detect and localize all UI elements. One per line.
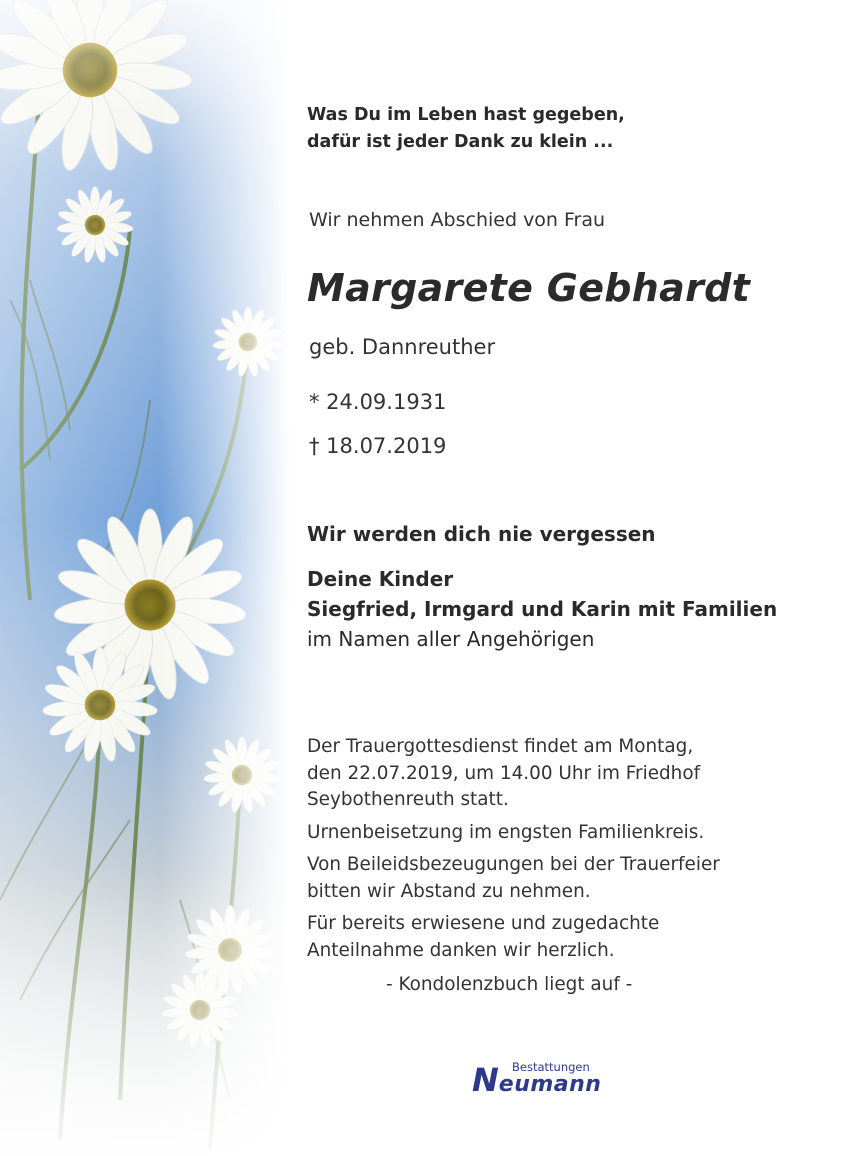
quote-line-2: dafür ist jeder Dank zu klein ... (307, 132, 614, 152)
farewell-intro: Wir nehmen Abschied von Frau (309, 209, 606, 231)
quote-line-1: Was Du im Leben hast gegeben, (307, 105, 625, 125)
funeral-home-logo (472, 1060, 612, 1100)
condolence-request-note: Von Beileidsbezeugungen bei der Trauerfeier bitten wir Abstand zu nehmen. (307, 854, 720, 902)
service-note: Der Trauergottesdienst findet am Montag, den 22.07.2019, um 14.00 Uhr im Friedhof Seybothenreuth statt. (307, 736, 701, 810)
logo-wordmark (472, 1061, 602, 1099)
urn-note: Urnenbeisetzung im engsten Familienkreis. (307, 821, 705, 843)
condolence-book-note: - Kondolenzbuch liegt auf - (386, 974, 633, 995)
family-signature (307, 564, 777, 654)
family-line-names: Siegfried, Irmgard und Karin mit Familien (307, 597, 778, 621)
funeral-notes (307, 734, 720, 970)
family-line-relatives: im Namen aller Angehörigen (307, 627, 595, 651)
deceased-name: Margarete Gebhardt (307, 266, 751, 310)
logo-wordmark-rest: eumann (498, 1072, 602, 1097)
death-date: † 18.07.2019 (309, 434, 447, 458)
memorial-quote (307, 102, 625, 156)
thanks-note: Für bereits erwiesene und zugedachte Anteilnahme danken wir herzlich. (307, 913, 660, 961)
logo-subtitle: Bestattungen (512, 1060, 590, 1074)
family-line-children: Deine Kinder (307, 567, 454, 591)
logo-initial: N (472, 1061, 499, 1099)
birth-date: * 24.09.1931 (309, 390, 447, 414)
remembrance-line: Wir werden dich nie vergessen (307, 522, 656, 546)
birth-name: geb. Dannreuther (309, 335, 496, 359)
